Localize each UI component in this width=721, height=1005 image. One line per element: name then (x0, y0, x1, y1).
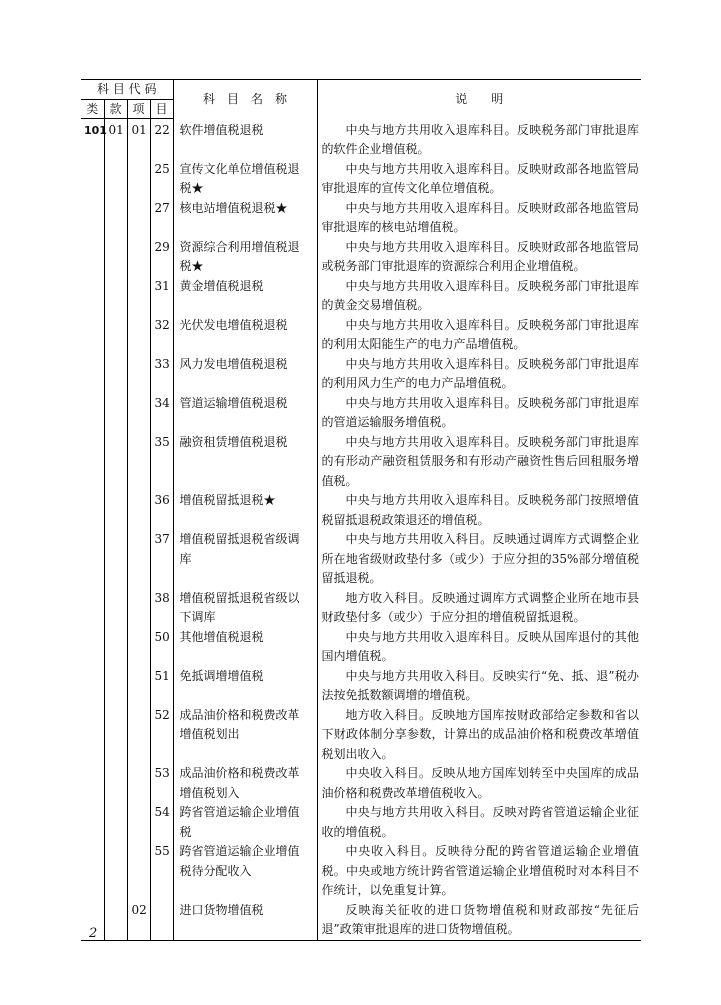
cell-lei (81, 394, 104, 433)
cell-xiang (127, 706, 150, 765)
cell-kuan (104, 160, 127, 199)
cell-name: 跨省管道运输企业增值税待分配收入 (173, 842, 317, 901)
cell-xiang (127, 199, 150, 238)
header-lei: 类 (81, 99, 104, 119)
table-row (81, 764, 641, 803)
table-row (81, 199, 641, 238)
cell-lei (81, 706, 104, 765)
cell-desc (317, 160, 641, 199)
cell-lei (81, 316, 104, 355)
cell-name: 软件增值税退税 (173, 119, 317, 160)
table-row (81, 238, 641, 277)
cell-desc (317, 433, 641, 492)
cell-name: 风力发电增值税退税 (173, 355, 317, 394)
cell-kuan (104, 842, 127, 901)
budget-subject-table (81, 79, 641, 941)
header-row-1 (81, 80, 641, 100)
cell-xiang (127, 394, 150, 433)
cell-lei (81, 160, 104, 199)
cell-desc-text: 中央与地方共用收入退库科目。反映财政部各地监管局审批退库的宣传文化单位增值税。 (321, 161, 640, 195)
cell-mu: 27 (150, 199, 173, 238)
cell-mu: 33 (150, 355, 173, 394)
cell-mu: 55 (150, 842, 173, 901)
cell-mu: 37 (150, 530, 173, 589)
cell-desc (317, 394, 641, 433)
table-row (81, 589, 641, 628)
cell-kuan (104, 277, 127, 316)
cell-name: 增值税留抵退税省级以下调库 (173, 589, 317, 628)
cell-name: 光伏发电增值税退税 (173, 316, 317, 355)
cell-kuan (104, 433, 127, 492)
cell-kuan (104, 667, 127, 706)
cell-lei (81, 530, 104, 589)
cell-desc-text: 地方收入科目。反映通过调库方式调整企业所在地市县财政垫付多（或少）于应分担的增值税留抵退税。 (321, 590, 640, 624)
cell-mu: 31 (150, 277, 173, 316)
cell-desc-text: 反映海关征收的进口货物增值税和财政部按“先征后退”政策审批退库的进口货物增值税。 (321, 902, 640, 936)
cell-desc (317, 803, 641, 842)
table-row (81, 355, 641, 394)
cell-mu (150, 901, 173, 941)
cell-mu: 22 (150, 119, 173, 160)
table-row (81, 394, 641, 433)
cell-mu: 36 (150, 491, 173, 530)
cell-desc (317, 667, 641, 706)
cell-lei (81, 355, 104, 394)
table-row (81, 316, 641, 355)
cell-mu: 34 (150, 394, 173, 433)
cell-lei (81, 842, 104, 901)
cell-desc-text: 中央收入科目。反映从地方国库划转至中央国库的成品油价格和税费改革增值税收入。 (321, 766, 640, 800)
header-desc: 说 明 (317, 80, 641, 119)
cell-desc-text: 中央与地方共用收入科目。反映通过调库方式调整企业所在地省级财政垫付多（或少）于应分担的35%部分增值税留抵退税。 (321, 532, 640, 585)
cell-kuan (104, 394, 127, 433)
cell-lei (81, 491, 104, 530)
cell-mu: 50 (150, 628, 173, 667)
cell-lei (81, 199, 104, 238)
cell-xiang (127, 355, 150, 394)
cell-xiang (127, 433, 150, 492)
cell-xiang (127, 764, 150, 803)
cell-kuan (104, 316, 127, 355)
cell-desc-text: 中央与地方共用收入退库科目。反映税务部门审批退库的利用太阳能生产的电力产品增值税。 (321, 317, 640, 351)
cell-desc (317, 238, 641, 277)
cell-lei (81, 628, 104, 667)
cell-name: 资源综合利用增值税退税★ (173, 238, 317, 277)
cell-lei (81, 667, 104, 706)
table-row (81, 667, 641, 706)
cell-desc-text: 中央与地方共用收入退库科目。反映税务部门审批退库的利用风力生产的电力产品增值税。 (321, 356, 640, 390)
header-code-group: 科 目 代 码 (81, 80, 173, 100)
cell-lei (81, 803, 104, 842)
cell-lei (81, 277, 104, 316)
cell-desc-text: 中央与地方共用收入退库科目。反映税务部门审批退库的黄金交易增值税。 (321, 278, 640, 312)
cell-xiang (127, 667, 150, 706)
cell-kuan (104, 901, 127, 941)
cell-lei (81, 589, 104, 628)
table-row (81, 628, 641, 667)
cell-lei (81, 764, 104, 803)
table-row (81, 901, 641, 941)
cell-mu: 54 (150, 803, 173, 842)
cell-desc (317, 628, 641, 667)
cell-kuan (104, 491, 127, 530)
cell-mu: 25 (150, 160, 173, 199)
cell-desc-text: 中央与地方共用收入退库科目。反映税务部门审批退库的管道运输服务增值税。 (321, 395, 640, 429)
cell-desc (317, 530, 641, 589)
cell-kuan (104, 764, 127, 803)
cell-name: 增值税留抵退税省级调库 (173, 530, 317, 589)
cell-desc-text: 中央与地方共用收入退库科目。反映财政部各地监管局审批退库的核电站增值税。 (321, 200, 640, 234)
cell-kuan (104, 199, 127, 238)
cell-xiang (127, 238, 150, 277)
cell-xiang (127, 589, 150, 628)
budget-subject-table-sheet (81, 79, 641, 941)
table-row (81, 842, 641, 901)
cell-desc (317, 355, 641, 394)
cell-desc-text: 中央收入科目。反映待分配的跨省管道运输企业增值税。中央或地方统计跨省管道运输企业增值税时对本科目不作统计，以免重复计算。 (321, 844, 640, 897)
cell-desc-text: 中央与地方共用收入退库科目。反映税务部门审批退库的有形动产融资租赁服务和有形动产融资性售后回租服务增值税。 (321, 434, 640, 488)
cell-desc (317, 491, 641, 530)
table-row (81, 277, 641, 316)
page-number: 2 (89, 926, 98, 941)
cell-name: 宣传文化单位增值税退税★ (173, 160, 317, 199)
cell-name: 增值税留抵退税★ (173, 491, 317, 530)
cell-mu: 52 (150, 706, 173, 765)
cell-kuan (104, 238, 127, 277)
cell-desc-text: 中央与地方共用收入退库科目。反映从国库退付的其他国内增值税。 (321, 629, 640, 663)
table-row (81, 803, 641, 842)
cell-name: 黄金增值税退税 (173, 277, 317, 316)
cell-desc (317, 842, 641, 901)
cell-desc (317, 764, 641, 803)
cell-xiang (127, 803, 150, 842)
header-name: 科 目 名 称 (173, 80, 317, 119)
cell-kuan (104, 628, 127, 667)
cell-xiang (127, 277, 150, 316)
cell-xiang (127, 628, 150, 667)
cell-desc-text: 地方收入科目。反映地方国库按财政部给定参数和省以下财政体制分享参数，计算出的成品油价格和税费改革增值税划出收入。 (321, 707, 640, 761)
cell-lei (81, 238, 104, 277)
cell-mu: 32 (150, 316, 173, 355)
cell-desc (317, 119, 641, 160)
cell-kuan (104, 355, 127, 394)
cell-name: 成品油价格和税费改革增值税划出 (173, 706, 317, 765)
table-row (81, 119, 641, 160)
cell-desc (317, 706, 641, 765)
cell-kuan (104, 706, 127, 765)
cell-mu: 38 (150, 589, 173, 628)
cell-lei (81, 433, 104, 492)
cell-desc-text: 中央与地方共用收入科目。反映对跨省管道运输企业征收的增值税。 (321, 805, 640, 839)
cell-mu: 51 (150, 667, 173, 706)
cell-desc (317, 277, 641, 316)
cell-name: 管道运输增值税退税 (173, 394, 317, 433)
header-kuan: 款 (104, 99, 127, 119)
cell-xiang: 02 (127, 901, 150, 941)
cell-desc-text: 中央与地方共用收入退库科目。反映财政部各地监管局或税务部门审批退库的资源综合利用企业增值税。 (321, 239, 640, 273)
cell-mu: 35 (150, 433, 173, 492)
cell-desc (317, 199, 641, 238)
cell-name: 其他增值税退税 (173, 628, 317, 667)
cell-name: 核电站增值税退税★ (173, 199, 317, 238)
cell-xiang (127, 491, 150, 530)
table-row (81, 160, 641, 199)
cell-name: 成品油价格和税费改革增值税划入 (173, 764, 317, 803)
cell-xiang: 01 (127, 119, 150, 160)
header-mu: 目 (150, 99, 173, 119)
cell-desc-text: 中央与地方共用收入退库科目。反映税务部门按照增值税留抵退税政策退还的增值税。 (321, 493, 640, 527)
cell-kuan (104, 530, 127, 589)
cell-desc-text: 中央与地方共用收入退库科目。反映税务部门审批退库的软件企业增值税。 (321, 122, 640, 156)
table-body (81, 119, 641, 941)
cell-desc-text: 中央与地方共用收入科目。反映实行“免、抵、退”税办法按免抵数额调增的增值税。 (321, 668, 640, 702)
header-xiang: 项 (127, 99, 150, 119)
cell-name: 融资租赁增值税退税 (173, 433, 317, 492)
cell-xiang (127, 530, 150, 589)
cell-name: 跨省管道运输企业增值税 (173, 803, 317, 842)
cell-lei: 101 (84, 124, 107, 137)
cell-desc (317, 316, 641, 355)
cell-mu: 53 (150, 764, 173, 803)
table-row (81, 433, 641, 492)
cell-kuan (104, 803, 127, 842)
cell-mu: 29 (150, 238, 173, 277)
table-row (81, 491, 641, 530)
cell-kuan (104, 589, 127, 628)
cell-xiang (127, 316, 150, 355)
table-row (81, 530, 641, 589)
table-row (81, 706, 641, 765)
cell-name: 进口货物增值税 (173, 901, 317, 941)
cell-xiang (127, 842, 150, 901)
cell-kuan: 01 (104, 119, 127, 160)
cell-name: 免抵调增增值税 (173, 667, 317, 706)
cell-desc (317, 589, 641, 628)
cell-xiang (127, 160, 150, 199)
cell-desc (317, 901, 641, 941)
